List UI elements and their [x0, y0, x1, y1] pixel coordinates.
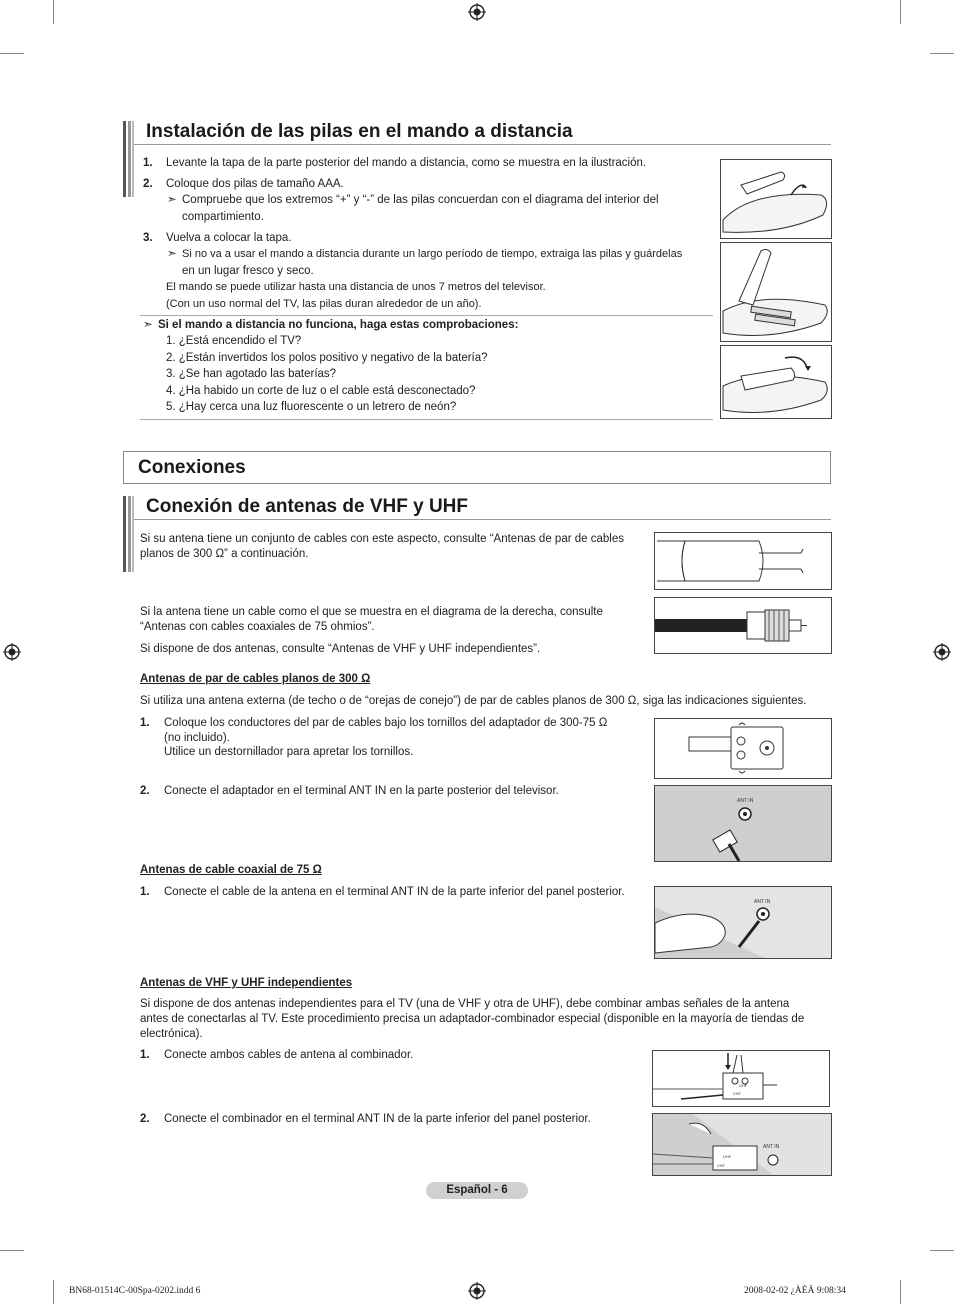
- check-item: 1. ¿Está encendido el TV?: [166, 335, 302, 347]
- adapter-300-75-illustration: [654, 718, 832, 779]
- combiner-to-ant-in-illustration: [652, 1113, 832, 1176]
- divider: [140, 315, 713, 316]
- vhf-label: VHF: [733, 1091, 741, 1096]
- step-text: Conecte ambos cables de antena al combinador.: [164, 1049, 414, 1061]
- registration-mark-icon: [468, 1282, 486, 1300]
- remote-cover-close-illustration: [720, 345, 832, 419]
- crop-mark: [0, 53, 24, 54]
- step-number: 2.: [143, 178, 153, 190]
- file-slug: BN68-01514C-00Spa-0202.indd 6: [69, 1286, 201, 1296]
- registration-mark-icon: [3, 643, 21, 661]
- crop-mark: [930, 1250, 954, 1251]
- subsection-intro: antes de conectarlas al TV. Este procedimiento precisa un adaptador-combinador especial (disponible en la mayoría de tiendas de: [140, 1013, 805, 1025]
- subsection-intro: Si utiliza una antena externa (de techo o de “orejas de conejo”) de par de cables planos de 300 Ω, siga las indicaciones siguientes.: [140, 695, 807, 707]
- ant-in-label: ANT IN: [737, 798, 754, 804]
- section-banner-conexiones: [123, 451, 831, 484]
- coaxial-cable-illustration: [654, 597, 832, 654]
- step-number: 1.: [140, 717, 150, 729]
- step-number: 2.: [140, 785, 150, 797]
- date-slug: 2008-02-02 ¿ÀÈÄ 9:08:34: [744, 1286, 846, 1296]
- ant-in-label: ANT IN: [763, 1144, 780, 1150]
- ant-in-label: ANT IN: [754, 899, 771, 905]
- combiner-illustration: [652, 1050, 830, 1107]
- crop-mark: [53, 1280, 54, 1304]
- section-title: Conexiones: [138, 457, 246, 478]
- note-arrow-icon: ➣: [143, 319, 153, 331]
- registration-mark-icon: [933, 643, 951, 661]
- divider: [140, 419, 713, 420]
- subsection-title: Antenas de par de cables planos de 300 Ω: [140, 673, 371, 685]
- check-item: 5. ¿Hay cerca una luz fluorescente o un letrero de neón?: [166, 401, 457, 413]
- coax-to-ant-in-illustration: [654, 886, 832, 959]
- step-text: (no incluido).: [164, 732, 230, 744]
- check-item: 4. ¿Ha habido un corte de luz o el cable está desconectado?: [166, 385, 476, 397]
- flat-twin-lead-cable-illustration: [654, 532, 832, 590]
- step-text: Coloque dos pilas de tamaño AAA.: [166, 178, 344, 190]
- section-title: Conexión de antenas de VHF y UHF: [146, 496, 468, 517]
- subsection-title: Antenas de VHF y UHF independientes: [140, 977, 353, 989]
- step-number: 1.: [143, 157, 153, 169]
- note-text: Compruebe que los extremos “+” y “-” de las pilas concuerdan con el diagrama del interior del: [182, 194, 659, 206]
- uhf-label: UHF: [739, 1083, 748, 1088]
- range-text: (Con un uso normal del TV, las pilas duran alrededor de un año).: [166, 298, 482, 310]
- registration-mark-icon: [468, 3, 486, 21]
- note-arrow-icon: ➣: [167, 248, 177, 260]
- step-number: 1.: [140, 886, 150, 898]
- check-item: 3. ¿Se han agotado las baterías?: [166, 368, 337, 380]
- intro-text: Si su antena tiene un conjunto de cables con este aspecto, consulte “Antenas de par de cables: [140, 533, 624, 545]
- intro-text: planos de 300 Ω” a continuación.: [140, 548, 309, 560]
- vhf-label: VHF: [717, 1163, 725, 1168]
- crop-mark: [900, 1280, 901, 1304]
- intro-text: Si la antena tiene un cable como el que se muestra en el diagrama de la derecha, consulte: [140, 606, 603, 618]
- section-title: Instalación de las pilas en el mando a distancia: [146, 121, 573, 142]
- remote-cover-open-illustration: [720, 159, 832, 239]
- note-arrow-icon: ➣: [167, 194, 177, 206]
- crop-mark: [53, 0, 54, 24]
- note-text: compartimiento.: [182, 211, 264, 223]
- note-text: en un lugar fresco y seco.: [182, 265, 314, 277]
- crop-mark: [0, 1250, 24, 1251]
- uhf-label: UHF: [723, 1154, 732, 1159]
- check-title: Si el mando a distancia no funciona, haga estas comprobaciones:: [158, 319, 519, 331]
- step-text: Utilice un destornillador para apretar los tornillos.: [164, 746, 414, 758]
- crop-mark: [930, 53, 954, 54]
- crop-mark: [900, 0, 901, 24]
- page-number-badge: Español - 6: [426, 1182, 528, 1199]
- note-text: Si no va a usar el mando a distancia durante un largo período de tiempo, extraiga las pilas y guárdelas: [182, 248, 683, 260]
- subsection-intro: Si dispone de dos antenas independientes para el TV (una de VHF y otra de UHF), debe combinar ambas señales de la antena: [140, 998, 790, 1010]
- subsection-title: Antenas de cable coaxial de 75 Ω: [140, 864, 322, 876]
- step-text: Conecte el combinador en el terminal ANT IN de la parte inferior del panel posterior.: [164, 1113, 591, 1125]
- subsection-intro: electrónica).: [140, 1028, 203, 1040]
- step-number: 2.: [140, 1113, 150, 1125]
- step-text: Vuelva a colocar la tapa.: [166, 232, 292, 244]
- step-text: Conecte el cable de la antena en el terminal ANT IN de la parte inferior del panel posterior.: [164, 886, 625, 898]
- step-text: Conecte el adaptador en el terminal ANT IN en la parte posterior del televisor.: [164, 785, 559, 797]
- step-text: Levante la tapa de la parte posterior del mando a distancia, como se muestra en la ilustración.: [166, 157, 647, 169]
- range-text: El mando se puede utilizar hasta una distancia de unos 7 metros del televisor.: [166, 281, 546, 293]
- step-number: 3.: [143, 232, 153, 244]
- intro-text: “Antenas con cables coaxiales de 75 ohmios”.: [140, 621, 375, 633]
- step-text: Coloque los conductores del par de cables bajo los tornillos del adaptador de 300-75 Ω: [164, 717, 608, 729]
- remote-battery-insert-illustration: [720, 242, 832, 342]
- intro-text: Si dispone de dos antenas, consulte “Antenas de VHF y UHF independientes”.: [140, 643, 541, 655]
- step-number: 1.: [140, 1049, 150, 1061]
- adapter-to-ant-in-illustration: [654, 785, 832, 862]
- check-item: 2. ¿Están invertidos los polos positivo y negativo de la batería?: [166, 352, 488, 364]
